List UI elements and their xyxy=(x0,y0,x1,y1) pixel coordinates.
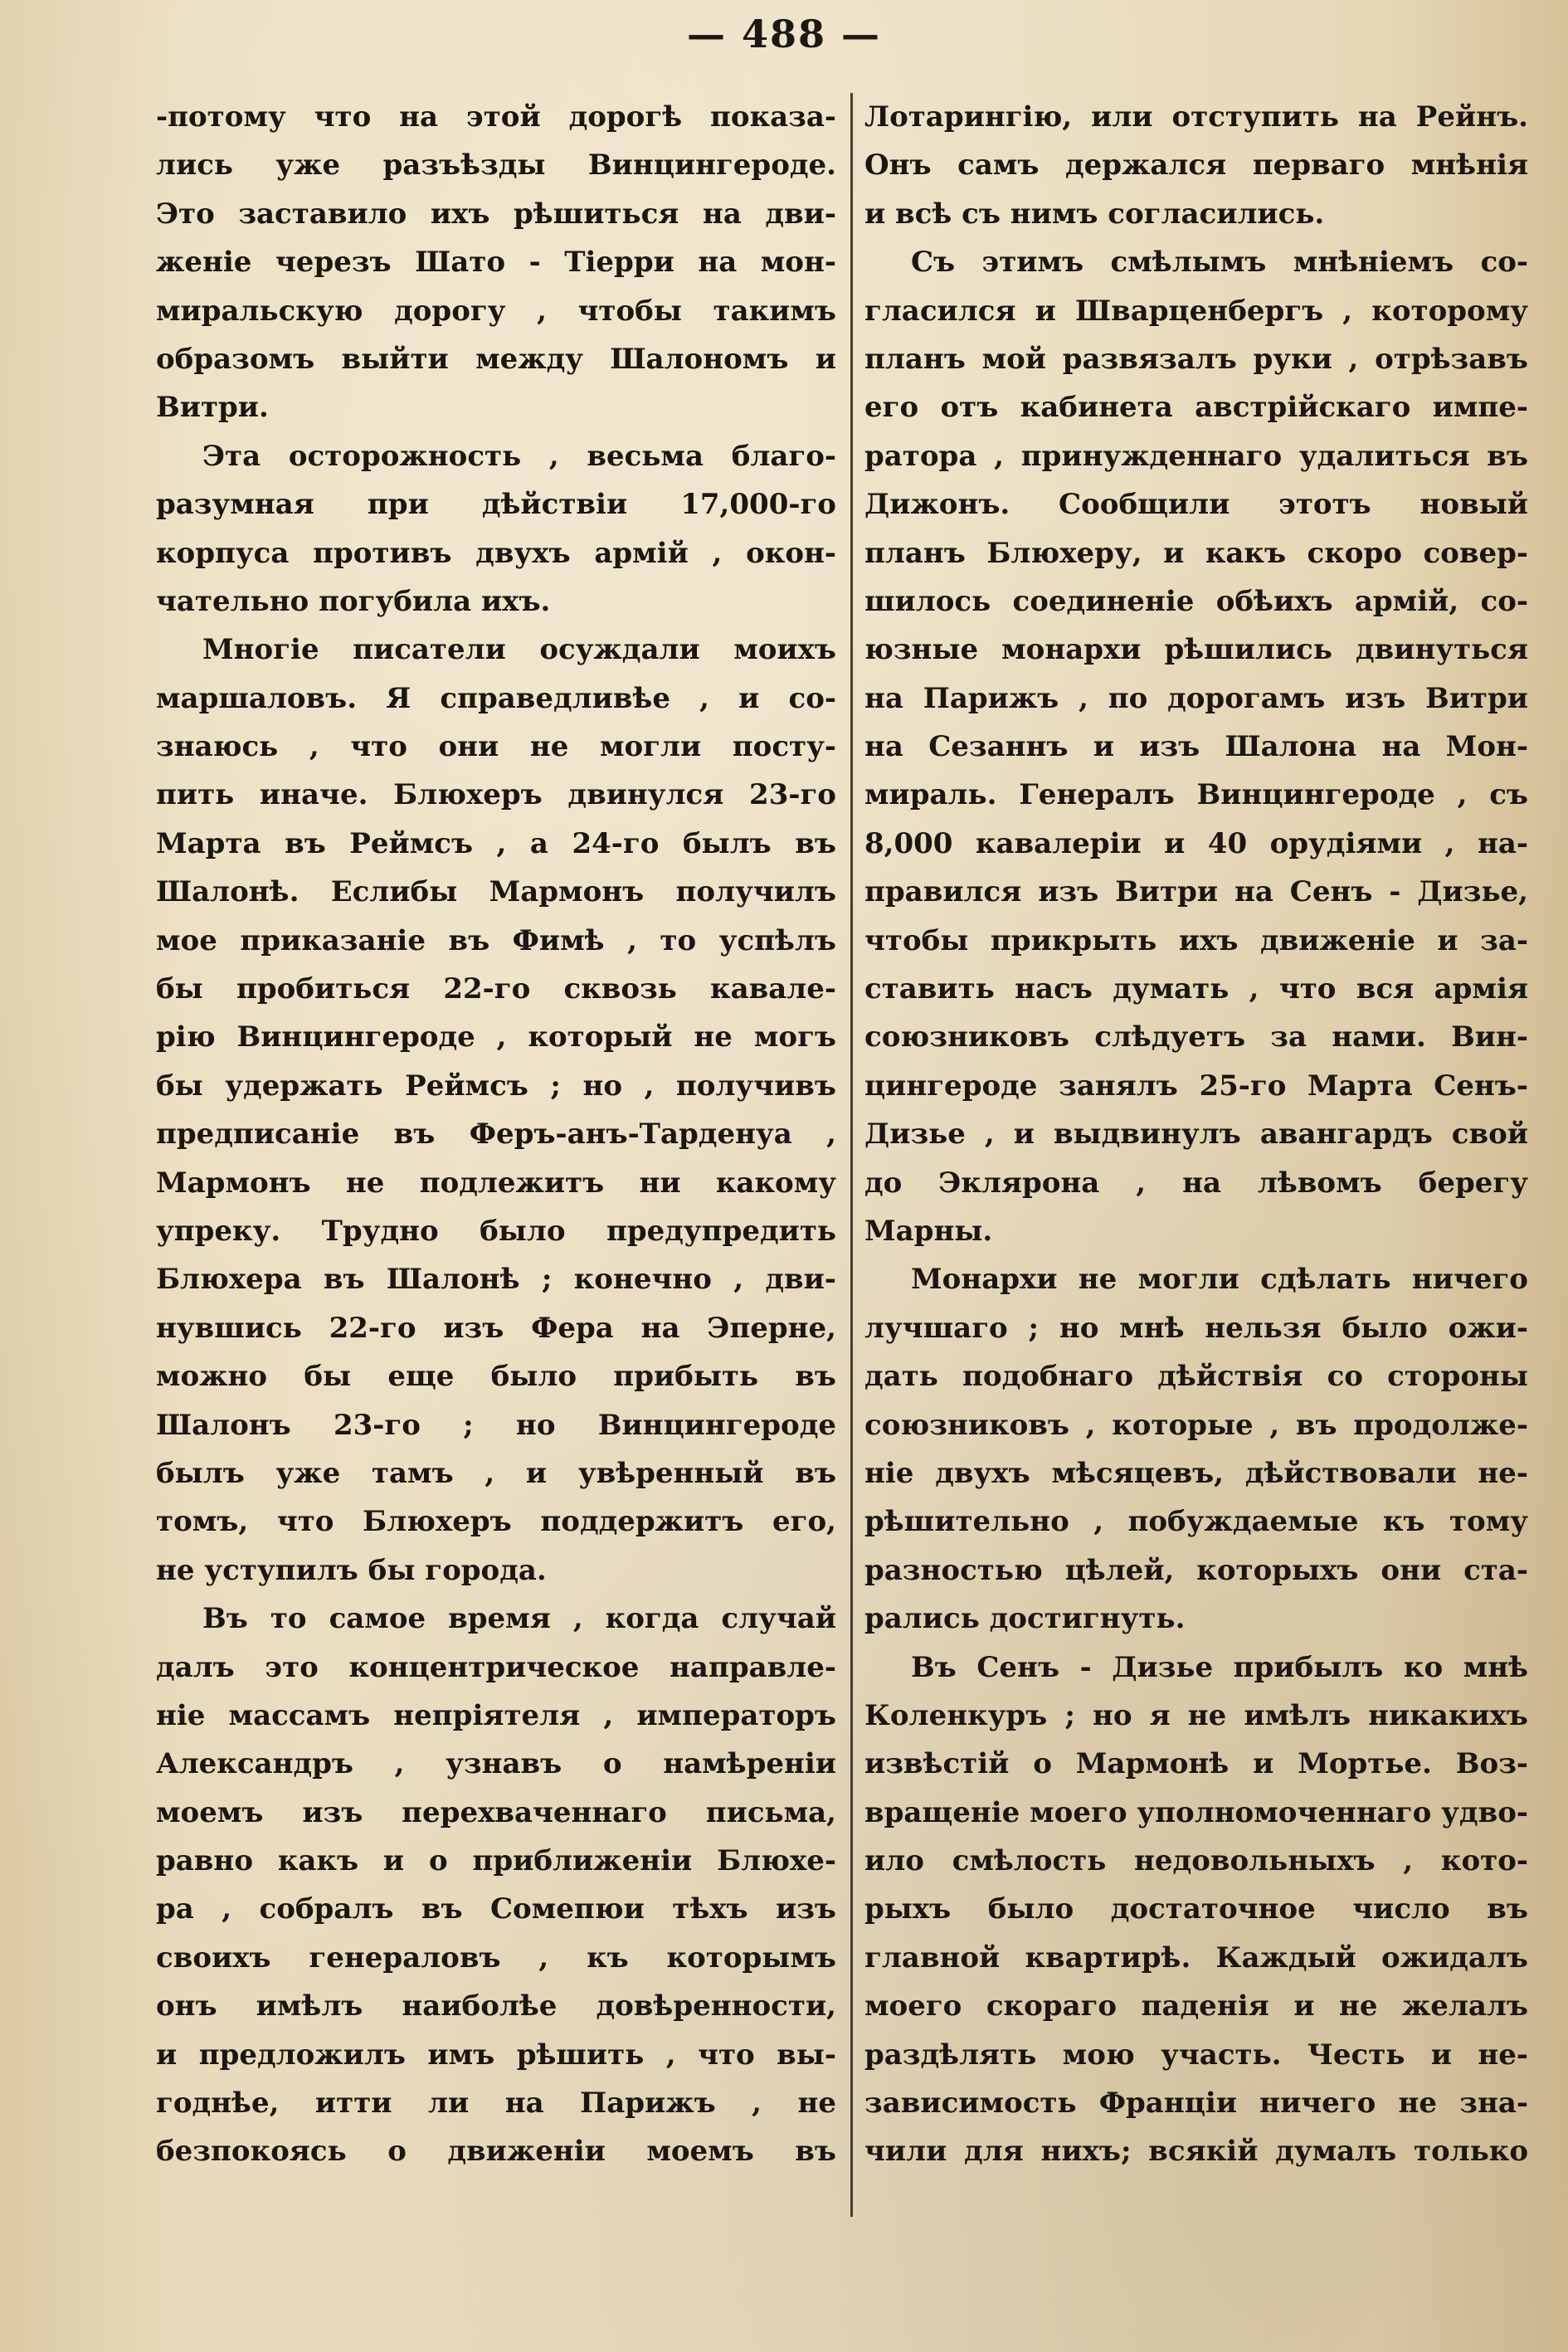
text-line: Дижонъ. Сообщили этотъ новый xyxy=(864,488,1528,522)
text-line: чательно погубила ихъ. xyxy=(156,584,551,618)
column-divider xyxy=(850,93,853,2217)
text-line: бы удержать Реймсъ ; но , получивъ xyxy=(156,1069,836,1103)
text-line: лись уже разъѣзды Винцингероде. xyxy=(156,149,836,183)
text-line: Витри. xyxy=(156,391,269,425)
text-line: лучшаго ; но мнѣ нельзя было ожи- xyxy=(864,1311,1528,1345)
paragraph-start-line: Съ этимъ смѣлымъ мнѣніемъ со- xyxy=(911,246,1528,280)
text-line: ставить насъ думать , что вся армія xyxy=(864,972,1528,1006)
text-line: моемъ изъ перехваченнаго письма, xyxy=(156,1795,836,1829)
text-line: 8,000 кавалеріи и 40 орудіями , на- xyxy=(864,826,1528,860)
text-line: миральскую дорогу , чтобы такимъ xyxy=(156,294,836,328)
text-line: раздѣлять мою участь. Честь и не- xyxy=(864,2038,1528,2072)
text-line: союзниковъ слѣдуетъ за нами. Вин- xyxy=(864,1020,1528,1054)
text-line: и всѣ съ нимъ согласились. xyxy=(864,197,1325,231)
text-line: моего скораго паденія и не желалъ xyxy=(864,1989,1528,2023)
text-line: Шалонъ 23-го ; но Винцингероде xyxy=(156,1408,836,1442)
text-line: мираль. Генералъ Винцингероде , съ xyxy=(864,778,1528,812)
text-line: далъ это концентрическое направле- xyxy=(156,1650,836,1684)
text-line: планъ Блюхеру, и какъ скоро совер- xyxy=(864,536,1528,570)
text-line: ратора , принужденнаго удалиться въ xyxy=(864,439,1528,473)
text-line: на Парижъ , по дорогамъ изъ Витри xyxy=(864,681,1528,715)
text-line: Блюхера въ Шалонѣ ; конечно , дви- xyxy=(156,1263,836,1297)
paragraph-start-line: Многіе писатели осуждали моихъ xyxy=(202,633,836,667)
text-line: на Сезаннъ и изъ Шалона на Мон- xyxy=(864,730,1528,764)
left-column xyxy=(156,93,836,2176)
text-line: разностью цѣлей, которыхъ они ста- xyxy=(864,1553,1528,1587)
text-line: рію Винцингероде , который не могъ xyxy=(156,1020,836,1054)
text-line: разумная при дѣйствіи 17,000-го xyxy=(156,488,836,522)
text-line: чтобы прикрыть ихъ движеніе и за- xyxy=(864,923,1528,957)
text-line: рыхъ было достаточное число въ xyxy=(864,1892,1528,1926)
text-line: женіе черезъ Шато - Тіерри на мон- xyxy=(156,246,836,280)
text-line: Шалонѣ. Еслибы Мармонъ получилъ xyxy=(156,875,836,909)
paragraph-start-line: Монархи не могли сдѣлать ничего xyxy=(911,1263,1528,1297)
text-line: извѣстій о Мармонѣ и Мортье. Воз- xyxy=(864,1747,1528,1781)
text-line: равно какъ и о приближеніи Блюхе- xyxy=(156,1844,836,1878)
text-line: бы пробиться 22-го сквозь кавале- xyxy=(156,972,836,1006)
text-line: онъ имѣлъ наиболѣе довѣренности, xyxy=(156,1989,836,2023)
text-line: годнѣе, итти ли на Парижъ , не xyxy=(156,2087,836,2121)
text-line: правился изъ Витри на Сенъ - Дизье, xyxy=(864,875,1528,909)
right-column xyxy=(864,93,1528,2176)
text-line: юзные монархи рѣшились двинуться xyxy=(864,633,1528,667)
text-line: -потому что на этой дорогѣ показа- xyxy=(156,100,836,134)
text-line: маршаловъ. Я справедливѣе , и со- xyxy=(156,681,836,715)
text-line: знаюсь , что они не могли посту- xyxy=(156,730,836,764)
text-line: не уступилъ бы города. xyxy=(156,1553,547,1587)
text-line: Это заставило ихъ рѣшиться на дви- xyxy=(156,197,836,231)
text-line: Коленкуръ ; но я не имѣлъ никакихъ xyxy=(864,1698,1528,1732)
text-line: чили для нихъ; всякій думалъ только xyxy=(864,2135,1528,2169)
text-line: Марны. xyxy=(864,1214,993,1248)
text-line: ра , собралъ въ Сомепюи тѣхъ изъ xyxy=(156,1892,836,1926)
text-line: ніе массамъ непріятеля , императоръ xyxy=(156,1698,836,1732)
text-line: пить иначе. Блюхеръ двинулся 23-го xyxy=(156,778,836,812)
text-line: Дизье , и выдвинулъ авангардъ свой xyxy=(864,1118,1528,1152)
text-line: главной квартирѣ. Каждый ожидалъ xyxy=(864,1941,1528,1975)
text-line: ніе двухъ мѣсяцевъ, дѣйствовали не- xyxy=(864,1456,1528,1490)
paragraph-start-line: Въ Сенъ - Дизье прибылъ ко мнѣ xyxy=(911,1650,1528,1684)
text-line: цингероде занялъ 25-го Марта Сенъ- xyxy=(864,1069,1528,1103)
text-line: Лотарингію, или отступить на Рейнъ. xyxy=(864,100,1528,134)
text-line: безпокоясь о движеніи моемъ въ xyxy=(156,2135,836,2169)
paragraph-start-line: Эта осторожность , весьма благо- xyxy=(202,439,836,473)
text-line: томъ, что Блюхеръ поддержитъ его, xyxy=(156,1505,836,1539)
text-line: рались достигнуть. xyxy=(864,1602,1186,1636)
text-line: ило смѣлость недовольныхъ , кото- xyxy=(864,1844,1528,1878)
text-line: Онъ самъ держался перваго мнѣнія xyxy=(864,149,1528,183)
text-line: своихъ генераловъ , къ которымъ xyxy=(156,1941,836,1975)
text-line: упреку. Трудно было предупредить xyxy=(156,1214,836,1248)
text-line: дать подобнаго дѣйствія со стороны xyxy=(864,1360,1528,1394)
text-line: вращеніе моего уполномоченнаго удво- xyxy=(864,1795,1528,1829)
text-line: нувшись 22-го изъ Фера на Эперне, xyxy=(156,1311,836,1345)
text-line: мое приказаніе въ Фимѣ , то успѣлъ xyxy=(156,923,836,957)
text-line: его отъ кабинета австрійскаго импе- xyxy=(864,391,1528,425)
text-line: рѣшительно , побуждаемые къ тому xyxy=(864,1505,1528,1539)
text-line: планъ мой развязалъ руки , отрѣзавъ xyxy=(864,342,1528,376)
text-line: до Эклярона , на лѣвомъ берегу xyxy=(864,1166,1528,1200)
text-line: шилось соединеніе обѣихъ армій, со- xyxy=(864,584,1528,618)
text-line: образомъ выйти между Шалономъ и xyxy=(156,342,836,376)
text-line: Марта въ Реймсъ , а 24-го былъ въ xyxy=(156,826,836,860)
paragraph-start-line: Въ то самое время , когда случай xyxy=(202,1602,836,1636)
text-line: можно бы еще было прибыть въ xyxy=(156,1360,836,1394)
text-line: корпуса противъ двухъ армій , окон- xyxy=(156,536,836,570)
text-line: союзниковъ , которые , въ продолже- xyxy=(864,1408,1528,1442)
text-line: Александръ , узнавъ о намѣреніи xyxy=(156,1747,836,1781)
text-line: былъ уже тамъ , и увѣренный въ xyxy=(156,1456,836,1490)
text-line: Мармонъ не подлежитъ ни какому xyxy=(156,1166,836,1200)
text-line: и предложилъ имъ рѣшить , что вы- xyxy=(156,2038,836,2072)
text-line: гласился и Шварценбергъ , которому xyxy=(864,294,1528,328)
text-line: предписаніе въ Феръ-анъ-Тарденуа , xyxy=(156,1118,836,1152)
text-line: зависимость Франціи ничего не зна- xyxy=(864,2087,1528,2121)
page-number: — 488 — xyxy=(686,12,882,56)
